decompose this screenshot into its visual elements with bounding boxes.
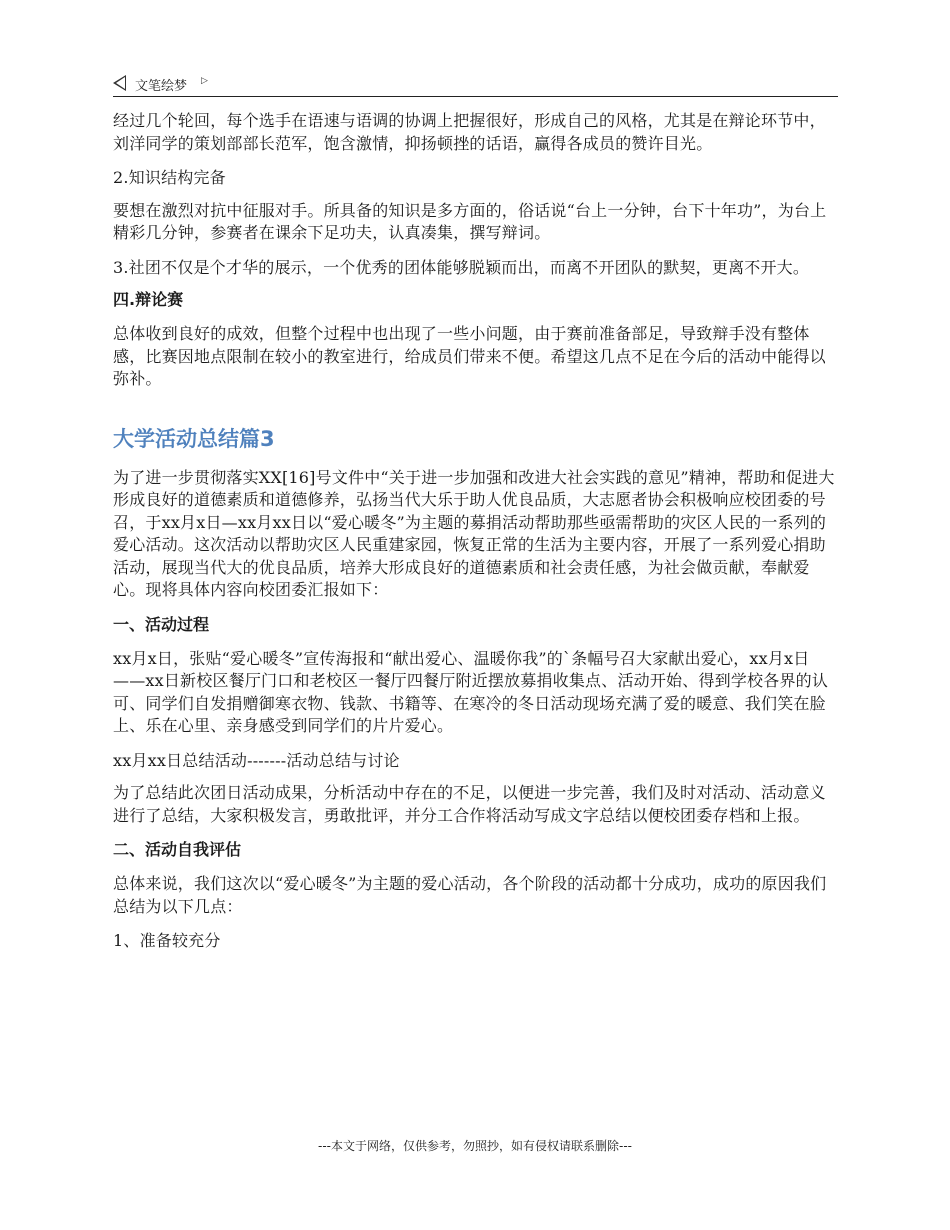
numbered-point: 3.社团不仅是个才华的展示，一个优秀的团体能够脱颖而出，而离不开团队的默契，更离不开大。 [113, 257, 810, 277]
paragraph: 为了进一步贯彻落实XX[16]号文件中“关于进一步加强和改进大社会实践的意见”精神，帮助和促进大形成良好的道德素质和道德修养，弘扬当代大乐于助人优良品质，大志愿者协会积极响应校团委的号召，于xx月x日—xx月xx日以“爱心暖冬”为主题的募捐活动帮助那些亟需帮助的灾区人民的一系列的爱心活动。这次活动以帮助灾区人民重建家园，恢复正常的生活为主要内容，开展了一系列爱心捐助活动，展现当代大的优良品质，培养大形成良好的道德素质和社会责任感，为社会做贡献，奉献爱心。现将具体内容向校团委汇报如下： [113, 467, 835, 599]
paragraph: xx月x日，张贴“爱心暖冬”宣传海报和“献出爱心、温暖你我”的`条幅号召大家献出爱心，xx月x日——xx日新校区餐厅门口和老校区一餐厅四餐厅附近摆放募捐收集点、活动开始、得到学校各界的认可、同学们自发捐赠御寒衣物、钱款、书籍等、在寒冷的冬日活动现场充满了爱的暖意、我们笑在脸上、乐在心里、亲身感受到同学们的片片爱心。 [113, 648, 829, 735]
header-brand: 文笔绘梦 [135, 79, 188, 94]
numbered-point: 1、准备较充分 [113, 931, 221, 950]
page-footer: ---本文于网络，仅供参考，勿照抄，如有侵权请联系删除--- [318, 1139, 632, 1153]
paragraph: 为了总结此次团日活动成果，分析活动中存在的不足，以便进一步完善，我们及时对活动、活动意义进行了总结，大家积极发言，勇敢批评，并分工合作将活动写成文字总结以便校团委存档和上报。 [113, 783, 826, 825]
numbered-point: 2.知识结构完备 [113, 168, 226, 187]
paragraph: 要想在激烈对抗中征服对手。所具备的知识是多方面的，俗话说“台上一分钟，台下十年功”，为台上精彩几分钟，参赛者在课余下足功夫，认真凑集，撰写辩词。 [113, 200, 827, 242]
document-body [113, 110, 840, 965]
paragraph: 经过几个轮回，每个选手在语速与语调的协调上把握很好，形成自己的风格，尤其是在辩论环节中，刘洋同学的策划部部长范军，饱含激情，抑扬顿挫的话语，赢得各成员的赞许目光。 [113, 111, 826, 153]
section-heading: 四.辩论赛 [113, 290, 184, 309]
article-title: 大学活动总结篇3 [113, 426, 275, 451]
section-heading: 一、活动过程 [113, 614, 210, 634]
paragraph: 总体收到良好的成效，但整个过程中也出现了一些小问题，由于赛前准备部足，导致辩手没有整体感，比赛因地点限制在较小的教室进行，给成员们带来不便。希望这几点不足在今后的活动中能得以弥补。 [113, 324, 826, 388]
triangle-right-icon: ▷ [201, 76, 208, 86]
section-heading: 二、活动自我评估 [113, 840, 242, 859]
page-header [113, 72, 838, 97]
triangle-left-icon [113, 75, 126, 91]
paragraph: 总体来说，我们这次以“爱心暖冬”为主题的爱心活动，各个阶段的活动都十分成功，成功的原因我们总结为以下几点： [113, 874, 827, 916]
paragraph: xx月xx日总结活动-------活动总结与讨论 [113, 750, 400, 770]
